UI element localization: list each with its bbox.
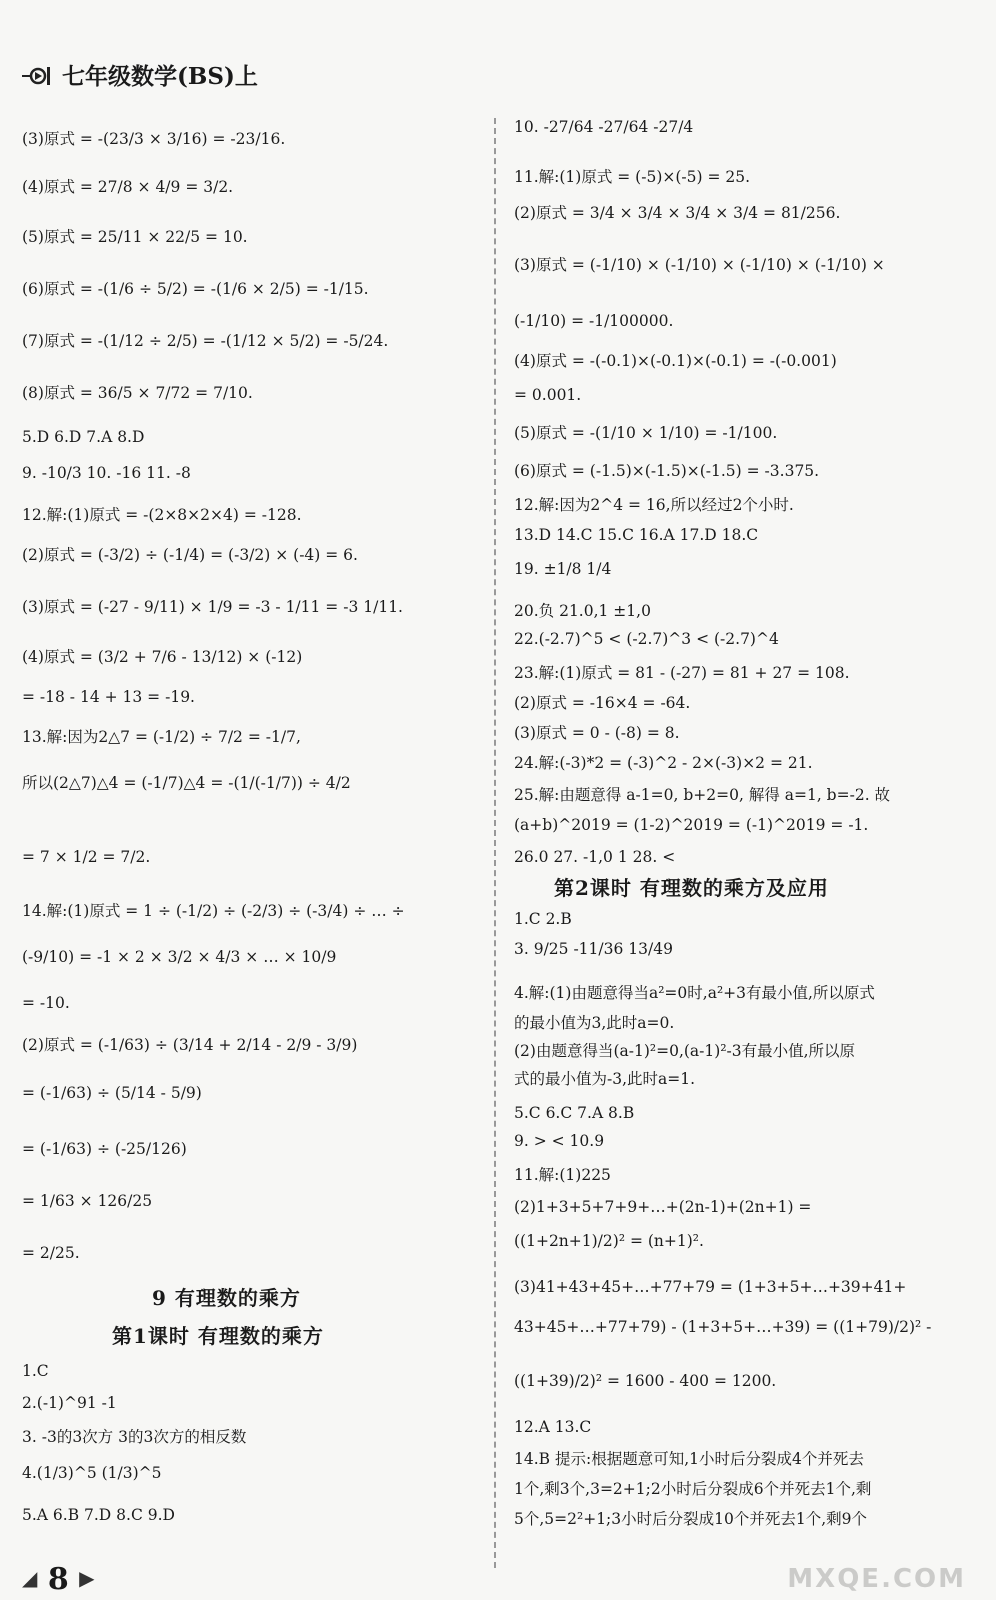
watermark: MXQE.COM <box>787 1564 966 1594</box>
answer-line: 5.A 6.B 7.D 8.C 9.D <box>22 1506 175 1524</box>
answer-line: 1.C 2.B <box>514 910 572 928</box>
section-heading: 第2课时 有理数的乘方及应用 <box>554 876 829 900</box>
answer-line: = (-1/63) ÷ (-25/126) <box>22 1140 187 1158</box>
answer-line: 13.解:因为2△7 = (-1/2) ÷ 7/2 = -1/7, <box>22 728 301 746</box>
answer-line: (2)1+3+5+7+9+…+(2n-1)+(2n+1) = <box>514 1198 812 1216</box>
answer-line: 14.B 提示:根据题意可知,1小时后分裂成4个并死去 <box>514 1450 864 1468</box>
answer-line: 1.C <box>22 1362 49 1380</box>
answer-line: (2)原式 = 3/4 × 3/4 × 3/4 × 3/4 = 81/256. <box>514 204 841 222</box>
answer-line: = 1/63 × 126/25 <box>22 1192 153 1210</box>
answer-line: (3)原式 = (-1/10) × (-1/10) × (-1/10) × (-1/10) × <box>514 256 885 274</box>
section-heading: 9 有理数的乘方 <box>152 1286 301 1310</box>
answer-line: 25.解:由题意得 a-1=0, b+2=0, 解得 a=1, b=-2. 故 <box>514 786 891 804</box>
answer-line: = 2/25. <box>22 1244 80 1262</box>
answer-line: (4)原式 = (3/2 + 7/6 - 13/12) × (-12) <box>22 648 303 666</box>
answer-line: 2.(-1)^91 -1 <box>22 1394 117 1412</box>
answer-line: = -18 - 14 + 13 = -19. <box>22 688 195 706</box>
answer-line: 1个,剩3个,3=2+1;2小时后分裂成6个并死去1个,剩 <box>514 1480 872 1498</box>
answer-line: 式的最小值为-3,此时a=1. <box>514 1070 696 1088</box>
answer-line: 26.0 27. -1,0 1 28. < <box>514 848 676 866</box>
answer-line: ((1+2n+1)/2)² = (n+1)². <box>514 1232 704 1250</box>
answer-line: 4.解:(1)由题意得当a²=0时,a²+3有最小值,所以原式 <box>514 984 875 1002</box>
section-heading: 第1课时 有理数的乘方 <box>112 1324 324 1348</box>
answer-line: (3)原式 = -(23/3 × 3/16) = -23/16. <box>22 130 286 148</box>
answer-line: = -10. <box>22 994 70 1012</box>
answer-line: 22.(-2.7)^5 < (-2.7)^3 < (-2.7)^4 <box>514 630 779 648</box>
answer-line: 12.解:(1)原式 = -(2×8×2×4) = -128. <box>22 506 302 524</box>
answer-line: (2)由题意得当(a-1)²=0,(a-1)²-3有最小值,所以原 <box>514 1042 856 1060</box>
answer-line: 5个,5=2²+1;3小时后分裂成10个并死去1个,剩9个 <box>514 1510 868 1528</box>
page-number-text: 8 <box>47 1562 69 1597</box>
left-column <box>22 118 484 1558</box>
right-column <box>514 118 976 1558</box>
answer-line: ((1+39)/2)² = 1600 - 400 = 1200. <box>514 1372 777 1390</box>
answer-line: 14.解:(1)原式 = 1 ÷ (-1/2) ÷ (-2/3) ÷ (-3/4) ÷ … ÷ <box>22 902 405 920</box>
answer-line: (-9/10) = -1 × 2 × 3/2 × 4/3 × … × 10/9 <box>22 948 337 966</box>
answer-line: (3)原式 = 0 - (-8) = 8. <box>514 724 680 742</box>
answer-line: (6)原式 = -(1/6 ÷ 5/2) = -(1/6 × 2/5) = -1/15. <box>22 280 369 298</box>
answer-line: 19. ±1/8 1/4 <box>514 560 612 578</box>
answer-line: 23.解:(1)原式 = 81 - (-27) = 81 + 27 = 108. <box>514 664 850 682</box>
answer-line: 12.A 13.C <box>514 1418 592 1436</box>
answer-line: (a+b)^2019 = (1-2)^2019 = (-1)^2019 = -1. <box>514 816 869 834</box>
answer-line: 20.负 21.0,1 ±1,0 <box>514 602 651 620</box>
header-title: 七年级数学(BS)上 <box>62 63 258 90</box>
answer-line: 3. -3的3次方 3的3次方的相反数 <box>22 1428 247 1446</box>
answer-line: (3)41+43+45+…+77+79 = (1+3+5+…+39+41+ <box>514 1278 907 1296</box>
answer-line: = 7 × 1/2 = 7/2. <box>22 848 151 866</box>
answer-line: 9. > < 10.9 <box>514 1132 605 1150</box>
answer-line: (2)原式 = (-1/63) ÷ (3/14 + 2/14 - 2/9 - 3/9) <box>22 1036 358 1054</box>
answer-line: (4)原式 = 27/8 × 4/9 = 3/2. <box>22 178 234 196</box>
answer-line: = 0.001. <box>514 386 582 404</box>
page-header <box>22 58 258 91</box>
column-divider <box>494 118 496 1568</box>
answer-line: (8)原式 = 36/5 × 7/72 = 7/10. <box>22 384 253 402</box>
answer-line: 所以(2△7)△4 = (-1/7)△4 = -(1/(-1/7)) ÷ 4/2 <box>22 774 351 792</box>
page-number <box>22 1562 95 1597</box>
answer-line: 10. -27/64 -27/64 -27/4 <box>514 118 694 136</box>
answer-line: 24.解:(-3)*2 = (-3)^2 - 2×(-3)×2 = 21. <box>514 754 813 772</box>
answer-line: 11.解:(1)原式 = (-5)×(-5) = 25. <box>514 168 751 186</box>
page-arrow-icon-right: ▶ <box>79 1566 95 1590</box>
page-arrow-icon: ◢ <box>22 1566 38 1590</box>
answer-line: 的最小值为3,此时a=0. <box>514 1014 675 1032</box>
answer-line: 11.解:(1)225 <box>514 1166 611 1184</box>
answer-line: (3)原式 = (-27 - 9/11) × 1/9 = -3 - 1/11 = -3 1/11. <box>22 598 403 616</box>
answer-line: (5)原式 = 25/11 × 22/5 = 10. <box>22 228 248 246</box>
answer-line: (7)原式 = -(1/12 ÷ 2/5) = -(1/12 × 5/2) = -5/24. <box>22 332 389 350</box>
answer-line: = (-1/63) ÷ (5/14 - 5/9) <box>22 1084 202 1102</box>
header-logo-icon <box>22 65 50 85</box>
answer-line: 12.解:因为2^4 = 16,所以经过2个小时. <box>514 496 794 514</box>
answer-line: 43+45+…+77+79) - (1+3+5+…+39) = ((1+79)/2)² - <box>514 1318 932 1336</box>
answer-line: 13.D 14.C 15.C 16.A 17.D 18.C <box>514 526 759 544</box>
answer-line: (2)原式 = (-3/2) ÷ (-1/4) = (-3/2) × (-4) = 6. <box>22 546 358 564</box>
answer-line: 9. -10/3 10. -16 11. -8 <box>22 464 191 482</box>
answer-line: 5.D 6.D 7.A 8.D <box>22 428 145 446</box>
answer-line: (4)原式 = -(-0.1)×(-0.1)×(-0.1) = -(-0.001) <box>514 352 837 370</box>
answer-line: 4.(1/3)^5 (1/3)^5 <box>22 1464 162 1482</box>
answer-line: (5)原式 = -(1/10 × 1/10) = -1/100. <box>514 424 778 442</box>
answer-line: 3. 9/25 -11/36 13/49 <box>514 940 673 958</box>
answer-line: (6)原式 = (-1.5)×(-1.5)×(-1.5) = -3.375. <box>514 462 820 480</box>
answer-line: 5.C 6.C 7.A 8.B <box>514 1104 635 1122</box>
answer-line: (2)原式 = -16×4 = -64. <box>514 694 691 712</box>
answer-line: (-1/10) = -1/100000. <box>514 312 674 330</box>
